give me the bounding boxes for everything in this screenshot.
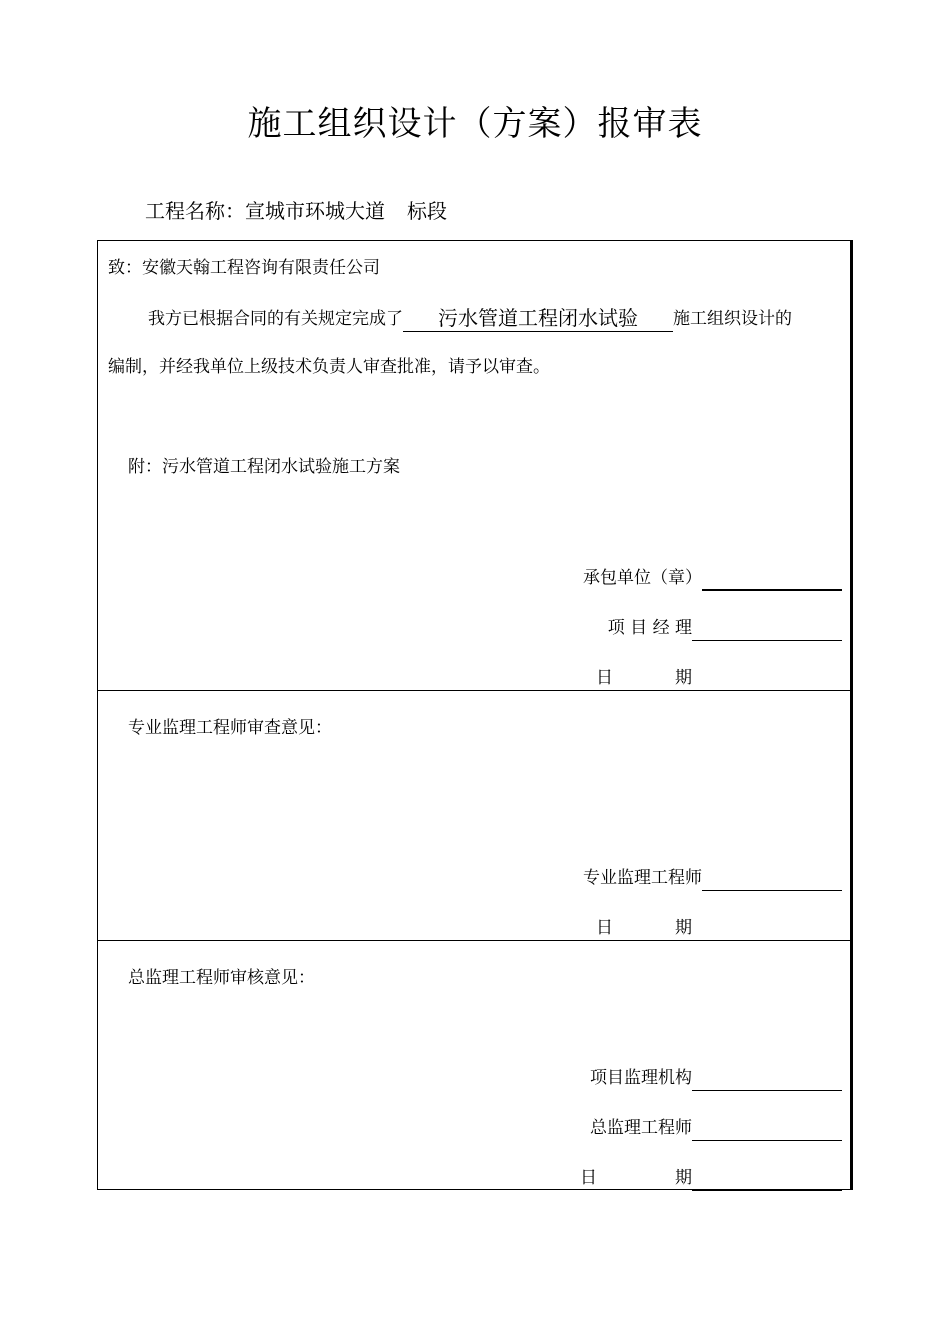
chief-signature-field[interactable] (692, 1120, 842, 1141)
chief-signature-row (590, 1115, 842, 1141)
manager-label: 项 目 经 理 (607, 618, 692, 638)
date-field-1[interactable] (692, 670, 842, 691)
org-signature-field[interactable] (692, 1070, 842, 1091)
manager-signature-field[interactable] (692, 620, 842, 641)
date-label-day: 日 (580, 1168, 597, 1188)
chief-review-heading: 总监理工程师审核意见： (128, 968, 315, 988)
date-field-3[interactable] (692, 1170, 842, 1191)
date-row-3 (580, 1165, 842, 1191)
approval-form (97, 240, 853, 1190)
submission-line-1 (148, 305, 792, 332)
submission-prefix: 我方已根据合同的有关规定完成了 (148, 309, 403, 329)
date-label-period: 期 (675, 918, 692, 938)
project-name-line (145, 196, 447, 226)
org-signature-row (590, 1065, 842, 1091)
date-label-day: 日 (596, 918, 613, 938)
engineer-review-heading: 专业监理工程师审查意见： (128, 718, 332, 738)
contractor-signature-row (583, 565, 842, 591)
contractor-signature-field[interactable] (702, 569, 842, 591)
addressee: 致：安徽天翰工程咨询有限责任公司 (108, 258, 380, 278)
section-divider-1 (98, 690, 850, 691)
project-section-label: 标段 (407, 199, 447, 223)
date-label-day: 日 (596, 668, 613, 688)
date-row-2 (596, 915, 842, 941)
org-label: 项目监理机构 (590, 1068, 692, 1088)
attachment-line: 附：污水管道工程闭水试验施工方案 (128, 457, 400, 477)
engineer-signature-row (583, 865, 842, 891)
engineer-signature-field[interactable] (702, 870, 842, 891)
date-field-2[interactable] (702, 920, 842, 941)
date-label-period: 期 (675, 668, 692, 688)
chief-label: 总监理工程师 (590, 1118, 692, 1138)
project-name-label: 工程名称：宣城市环城大道 (145, 199, 385, 223)
page-title: 施工组织设计（方案）报审表 (247, 104, 703, 144)
date-label-period: 期 (675, 1168, 692, 1188)
engineer-label: 专业监理工程师 (583, 868, 702, 888)
section-divider-2 (98, 940, 850, 941)
contractor-label: 承包单位（章） (583, 568, 702, 588)
filled-item-field[interactable]: 污水管道工程闭水试验 (403, 305, 673, 332)
submission-suffix: 施工组织设计的 (673, 309, 792, 329)
submission-line-2: 编制，并经我单位上级技术负责人审查批准，请予以审查。 (108, 357, 550, 377)
manager-signature-row (608, 615, 842, 641)
date-row-1 (596, 665, 842, 691)
